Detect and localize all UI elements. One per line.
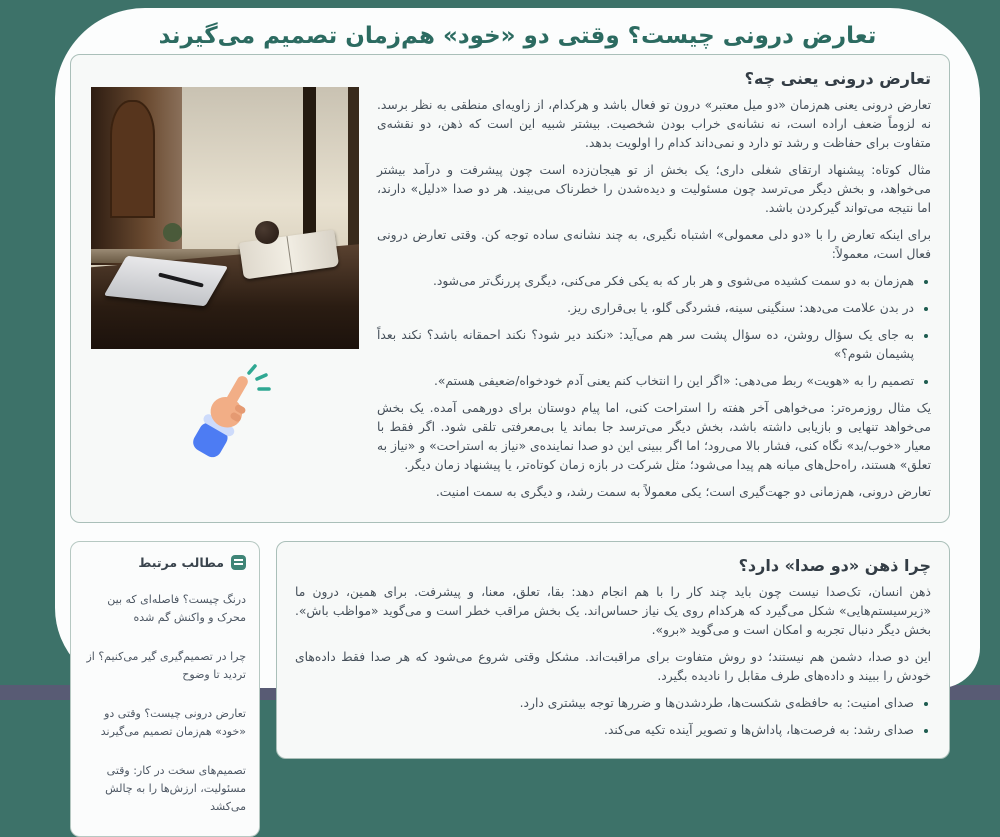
desk-window-photo bbox=[91, 87, 359, 349]
bullet-item: • در بدن علامت می‌دهد: سنگینی سینه، فشردگی گلو، یا بی‌قراری ریز. bbox=[377, 299, 914, 318]
article-paragraph: برای اینکه تعارض را با «دو دلی معمولی» اشتباه نگیری، به چند نشانه‌ی ساده توجه کن. وقتی تعارض درونی فعال است، معمولاً: bbox=[377, 228, 931, 261]
tap-click-pointing-hand-icon bbox=[169, 363, 281, 467]
bullet-item: • صدای امنیت: به حافظه‌ی شکست‌ها، طردشدن‌ها و ضررها توجه بیشتری دارد. bbox=[295, 694, 914, 713]
photo-cup bbox=[255, 221, 279, 245]
related-article-link[interactable]: تعارض درونی چیست؟ وقتی دو «خود» هم‌زمان تصمیم می‌گیرند bbox=[100, 707, 246, 738]
page-title: تعارض درونی چیست؟ وقتی دو «خود» هم‌زمان تصمیم می‌گیرند bbox=[158, 23, 877, 49]
related-articles-card bbox=[70, 541, 260, 837]
photo-door bbox=[110, 100, 156, 218]
bullet-item: • هم‌زمان به دو سمت کشیده می‌شوی و هر بار که به یکی فکر می‌کنی، دیگری پررنگ‌تر می‌شود. bbox=[377, 272, 914, 291]
bullet-item: • به جای یک سؤال روشن، ده سؤال پشت سر هم می‌آید: «نکند دیر شود؟ نکند احمقانه باشد؟ نکند بعداً پشیمان شوم؟» bbox=[377, 326, 914, 364]
page-card bbox=[55, 8, 980, 813]
article-paragraph: تعارض درونی، هم‌زمانی دو جهت‌گیری است؛ یکی معمولاً به سمت رشد، و دیگری به سمت امنیت. bbox=[435, 485, 931, 499]
related-article-link[interactable]: درنگ چیست؟ فاصله‌ای که بین محرک و واکنش گم شده bbox=[107, 593, 246, 624]
article-bullet-list bbox=[377, 272, 931, 391]
article-text-column bbox=[377, 69, 931, 510]
section-bullet-list bbox=[295, 694, 931, 740]
bottom-row bbox=[70, 541, 950, 837]
related-article-link[interactable]: چرا در تصمیم‌گیری گیر می‌کنیم؟ از تردید تا وضوح bbox=[86, 650, 246, 681]
photo-window-post bbox=[348, 87, 359, 255]
section-paragraph: ذهن انسان، تک‌صدا نیست چون باید چند کار را با هم انجام دهد: بقا، تعلق، معنا، و پیشرفت. برای همین، درون ما «زیرسیستم‌هایی» شکل می‌گیرد که هرکدام روی یک نیاز حساس‌اند. یک بخش مراقب خطر است و می‌گوید «مواظب باش». بخش دیگر دنبال تجربه و امکان است و می‌گوید «برو». bbox=[295, 585, 931, 637]
article-paragraph: مثال کوتاه: پیشنهاد ارتقای شغلی داری؛ یک بخش از تو هیجان‌زده است چون پیشرفت و درآمد بیشتر می‌خواهد، و بخش دیگر می‌ترسد چون مسئولیت و دیده‌شدن را خطرناک می‌بیند. هر دو صدا «دلیل» دارند، اما نتیجه می‌تواند گیرکردن باشد. bbox=[377, 163, 931, 215]
bullet-item: • تصمیم را به «هویت» ربط می‌دهی: «اگر این را انتخاب کنم یعنی آدم خودخواه/ضعیفی هستم». bbox=[377, 372, 914, 391]
photo-window-post bbox=[303, 87, 316, 255]
photo-plant bbox=[163, 223, 182, 241]
article-paragraph: یک مثال روزمره‌تر: می‌خواهی آخر هفته را استراحت کنی، اما پیام دوستان برای دورهمی آمده. یک بخش می‌خواهد تنهایی و بازیابی داشته باشد، بخش دیگر می‌ترسد جا بماند یا بی‌معرفتی تلقی شود. اگر فقط با معیار «خوب/بد» نگاه کنی، فشار بالا می‌رود؛ اما اگر ببینی این دو صدا نماینده‌ی «نیاز به استراحت» و «نیاز به تعلق» هستند، راه‌حل‌های میانه هم پیدا می‌شود؛ مثل شرکت در بازه زمان کوتاه‌تر، یا پیشنهاد زمان دیگر. bbox=[377, 401, 931, 472]
article-media-column bbox=[89, 69, 361, 510]
main-article-card bbox=[70, 54, 950, 523]
section-heading: چرا ذهن «دو صدا» دارد؟ bbox=[738, 556, 931, 575]
related-article-link[interactable]: تصمیم‌های سخت در کار: وقتی مسئولیت، ارزش‌ها را به چالش می‌کشد bbox=[105, 764, 246, 813]
article-heading: تعارض درونی یعنی چه؟ bbox=[744, 69, 931, 88]
related-articles-header bbox=[84, 555, 246, 570]
article-paragraph: تعارض درونی یعنی هم‌زمان «دو میل معتبر» درون تو فعال باشد و هرکدام، از زاویه‌ای منطقی به نظر برسد. نه لزوماً ضعف اراده است، نه نشانه‌ی خراب بودن شخصیت. بیشتر شبیه این است که ذهن، دو نقشه‌ی متفاوت برای حفاظت و رشد تو دارد و نمی‌داند کدام را اولویت بدهد. bbox=[377, 98, 931, 150]
bullet-item: • صدای رشد: به فرصت‌ها، پاداش‌ها و تصویر آینده تکیه می‌کند. bbox=[295, 721, 914, 740]
related-articles-title: مطالب مرتبط bbox=[138, 555, 224, 570]
document-stack-icon bbox=[231, 555, 246, 570]
second-section-card bbox=[276, 541, 950, 759]
section-paragraph: این دو صدا، دشمن هم نیستند؛ دو روش متفاوت برای مراقبت‌اند. مشکل وقتی شروع می‌شود که هر صدا فقط داده‌های خودش را ببیند و داده‌های طرف مقابل را نادیده بگیرد. bbox=[295, 650, 931, 683]
